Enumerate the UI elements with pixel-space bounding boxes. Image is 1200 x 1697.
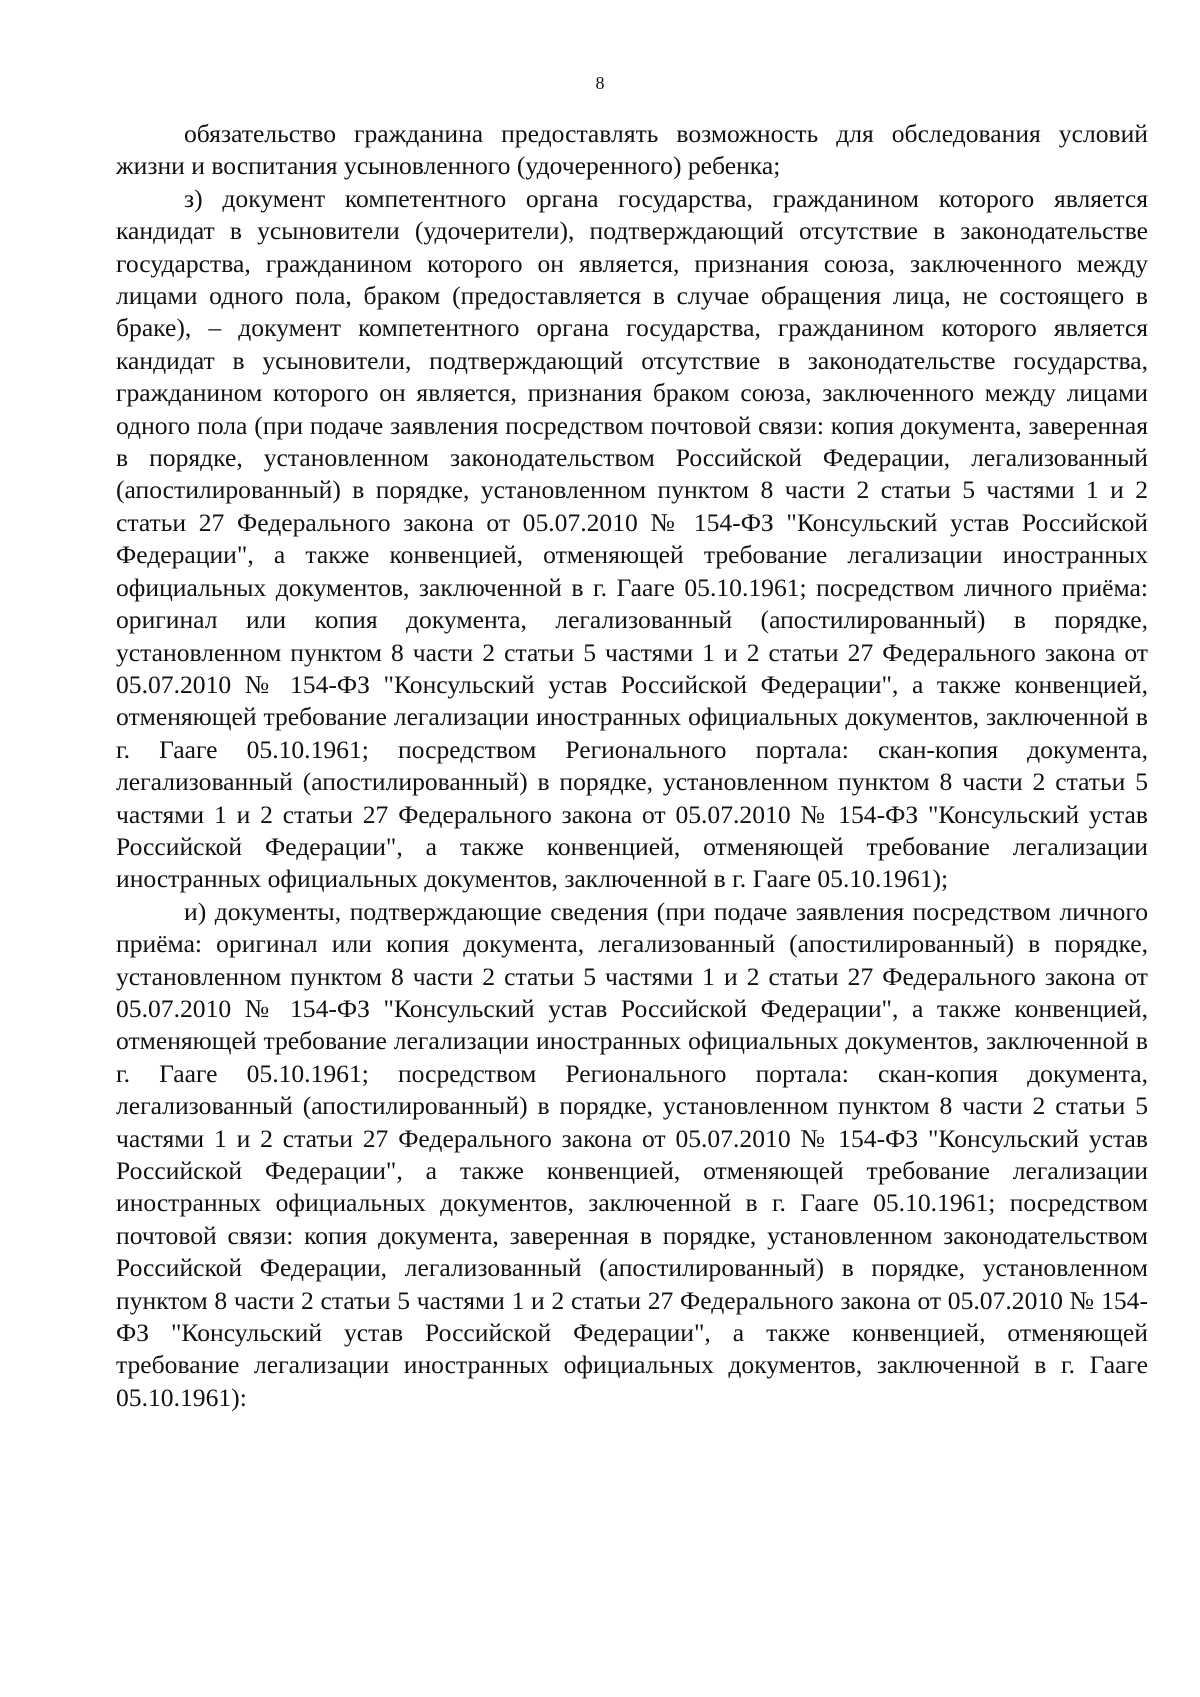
- paragraph-item-i: и) документы, подтверждающие сведения (при подаче заявления посредством личного приёма: оригинал или копия документа, легализованный (апостилированный) в порядке, установленном пунктом 8 части 2 статьи 5 частями 1 и 2 статьи 27 Федерального закона от 05.07.2010 № 154-ФЗ "Консульский устав Российской Федерации", а также конвенцией, отменяющей требование легализации иностранных официальных документов, заключенной в г. Гааге 05.10.1961; посредством Регионального портала: скан-копия документа, легализованный (апостилированный) в порядке, установленном пунктом 8 части 2 статьи 5 частями 1 и 2 статьи 27 Федерального закона от 05.07.2010 № 154-ФЗ "Консульский устав Российской Федерации", а также конвенцией, отменяющей требование легализации иностранных официальных документов, заключенной в г. Гааге 05.10.1961; посредством почтовой связи: копия документа, заверенная в порядке, установленном законодательством Российской Федерации, легализованный (апостилированный) в порядке, установленном пунктом 8 части 2 статьи 5 частями 1 и 2 статьи 27 Федерального закона от 05.07.2010 № 154-ФЗ "Консульский устав Российской Федерации", а также конвенцией, отменяющей требование легализации иностранных официальных документов, заключенной в г. Гааге 05.10.1961):: [116, 896, 1148, 1412]
- paragraph-item-z: з) документ компетентного органа государства, гражданином которого является кандидат в усыновители (удочерители), подтверждающий отсутствие в законодательстве государства, гражданином которого он является, признания союза, заключенного между лицами одного пола, браком (предоставляется в случае обращения лица, не состоящего в браке), – документ компетентного органа государства, гражданином которого является кандидат в усыновители, подтверждающий отсутствие в законодательстве государства, гражданином которого он является, признания браком союза, заключенного между лицами одного пола (при подаче заявления посредством почтовой связи: копия документа, заверенная в порядке, установленном законодательством Российской Федерации, легализованный (апостилированный) в порядке, установленном пунктом 8 части 2 статьи 5 частями 1 и 2 статьи 27 Федерального закона от 05.07.2010 № 154-ФЗ "Консульский устав Российской Федерации", а также конвенцией, отменяющей требование легализации иностранных официальных документов, заключенной в г. Гааге 05.10.1961; посредством личного приёма: оригинал или копия документа, легализованный (апостилированный) в порядке, установленном пунктом 8 части 2 статьи 5 частями 1 и 2 статьи 27 Федерального закона от 05.07.2010 № 154-ФЗ "Консульский устав Российской Федерации", а также конвенцией, отменяющей требование легализации иностранных официальных документов, заключенной в г. Гааге 05.10.1961; посредством Регионального портала: скан-копия документа, легализованный (апостилированный) в порядке, установленном пунктом 8 части 2 статьи 5 частями 1 и 2 статьи 27 Федерального закона от 05.07.2010 № 154-ФЗ "Консульский устав Российской Федерации", а также конвенцией, отменяющей требование легализации иностранных официальных документов, заключенной в г. Гааге 05.10.1961);: [116, 183, 1148, 894]
- page-number: 8: [595, 73, 605, 93]
- document-body: [116, 118, 1148, 1414]
- paragraph-continuation: обязательство гражданина предоставлять возможность для обследования условий жизни и воспитания усыновленного (удочеренного) ребенка;: [116, 119, 1148, 181]
